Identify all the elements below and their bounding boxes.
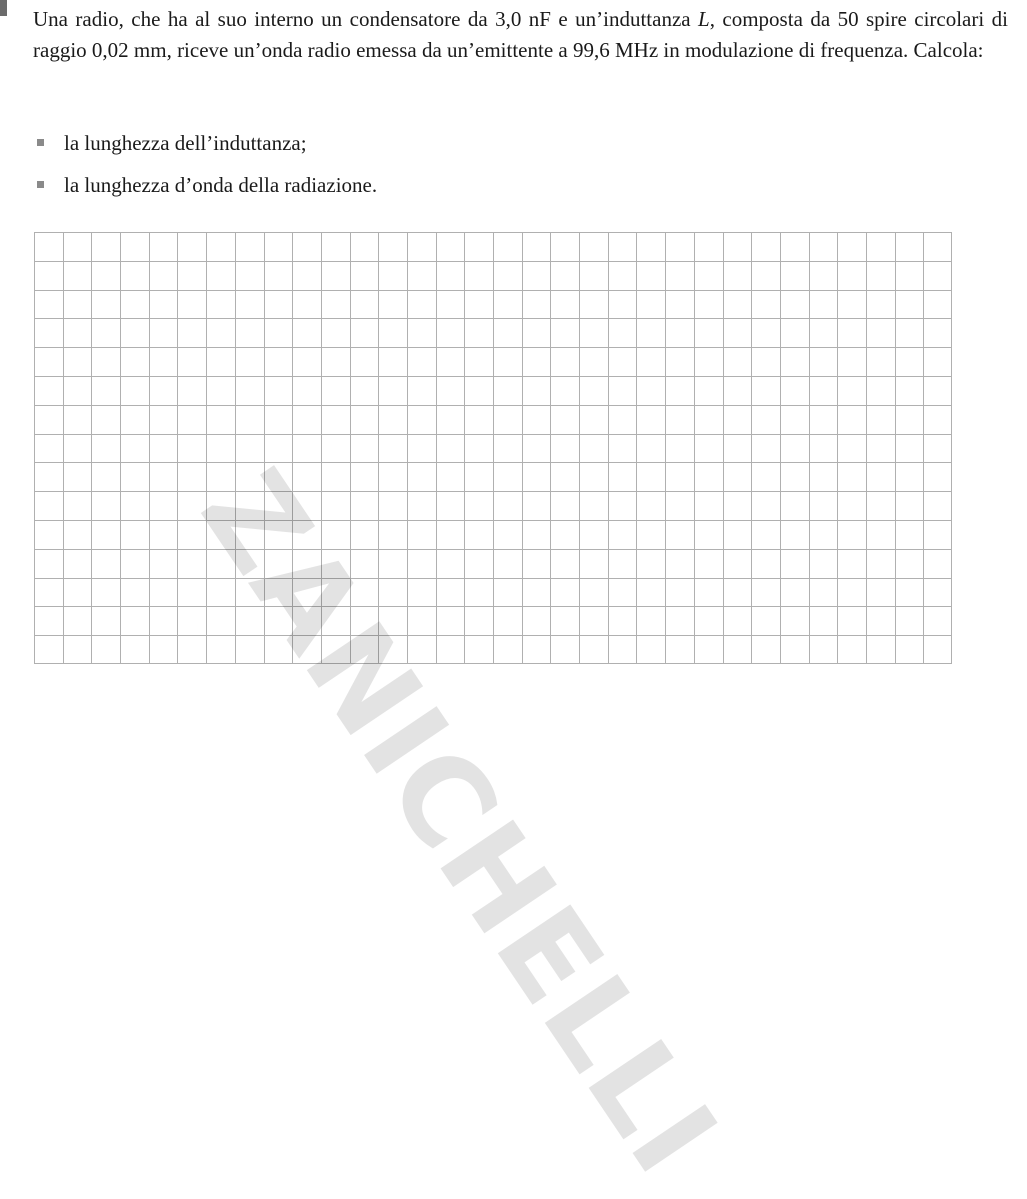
question-item (33, 128, 377, 159)
inductance-variable: L (698, 7, 710, 31)
square-bullet-icon (37, 181, 44, 188)
watermark-text: ZANICHELLI (173, 447, 744, 1199)
question-list (33, 128, 377, 212)
problem-statement (33, 4, 1008, 66)
question-text: la lunghezza d’onda della radiazione. (64, 173, 378, 197)
answer-grid[interactable] (34, 232, 952, 1199)
question-item (33, 170, 377, 201)
question-text: la lunghezza dell’induttanza; (64, 131, 307, 155)
exercise-marker (0, 0, 7, 16)
square-bullet-icon (37, 139, 44, 146)
problem-text-part1: Una radio, che ha al suo interno un condensatore da 3,0 nF e un’induttanza (33, 7, 699, 31)
grid-lines (34, 232, 952, 664)
problem-text-part2: , composta da 50 spire circolari di raggio 0,02 mm, riceve un’onda radio emessa da un’emittente a 99,6 MHz in modulazione di frequenza. Calcola: (33, 7, 1008, 62)
